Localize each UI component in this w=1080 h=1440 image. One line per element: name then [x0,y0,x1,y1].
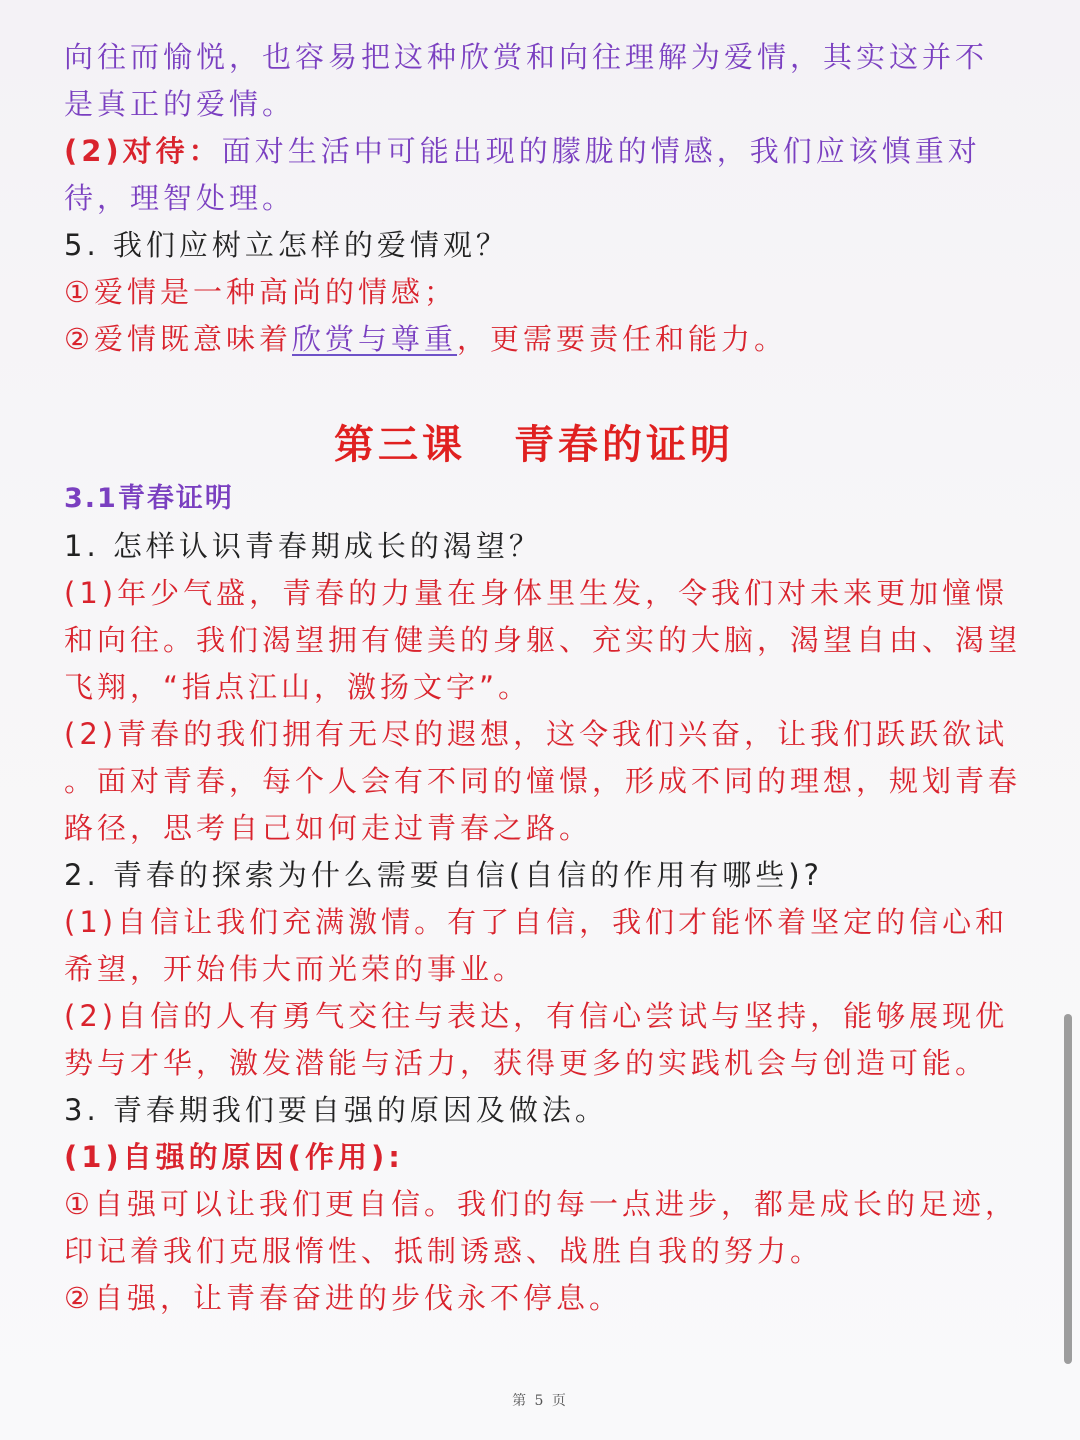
answer-line: 。面对青春，每个人会有不同的憧憬，形成不同的理想，规划青春 [64,764,1022,798]
answer-line: 希望，开始伟大而光荣的事业。 [64,952,527,986]
lesson-title: 第三课 青春的证明 [334,422,734,468]
document-page [64,34,1024,1322]
section-title: 3.1青春证明 [64,483,234,514]
answer-line: (1)年少气盛，青春的力量在身体里生发，令我们对未来更加憧憬 [64,576,1009,610]
question-1: 1. 怎样认识青春期成长的渴望？ [64,529,542,563]
answer-line: 印记着我们克服惰性、抵制诱惑、战胜自我的努力。 [64,1234,824,1268]
answer-line: (2)自信的人有勇气交往与表达，有信心尝试与坚持，能够展现优 [64,999,1009,1033]
answer-line: 飞翔，“指点江山，激扬文字”。 [64,670,532,704]
scrollbar-thumb[interactable] [1064,1014,1072,1364]
treat-text: 面对生活中可能出现的朦胧的情感，我们应该慎重对 [221,134,981,168]
answer-line: (1)自信让我们充满激情。有了自信，我们才能怀着坚定的信心和 [64,905,1009,939]
answer-line: ①自强可以让我们更自信。我们的每一点进步，都是成长的足迹， [64,1187,1018,1221]
page-number: 第 5 页 [512,1393,568,1409]
question-3: 3. 青春期我们要自强的原因及做法。 [64,1093,608,1127]
answer-line: (2)青春的我们拥有无尽的遐想，这令我们兴奋，让我们跃跃欲试 [64,717,1009,751]
underlined-phrase: 欣赏与尊重 [292,322,458,356]
treat-label: (2)对待： [64,134,222,168]
answer-5-2: ②爱情既意味着欣赏与尊重，更需要责任和能力。 [64,322,788,356]
answer-line: 势与才华，激发潜能与活力，获得更多的实践机会与创造可能。 [64,1046,989,1080]
answer-line: ②自强，让青春奋进的步伐永不停息。 [64,1281,622,1315]
question-2: 2. 青春的探索为什么需要自信(自信的作用有哪些)? [64,858,823,892]
question-5: 5. 我们应树立怎样的爱情观？ [64,228,509,262]
treat-line-1 [64,128,1024,175]
answer-5-1: ①爱情是一种高尚的情感； [64,275,457,309]
answer-line: 和向往。我们渴望拥有健美的身躯、充实的大脑，渴望自由、渴望 [64,623,1022,657]
text-line: 是真正的爱情。 [64,87,296,121]
subheading: (1)自强的原因(作用): [64,1140,404,1174]
treat-line-2: 待，理智处理。 [64,181,296,215]
text-line: 向往而愉悦，也容易把这种欣赏和向往理解为爱情，其实这并不 [64,40,989,74]
answer-line: 路径，思考自己如何走过青春之路。 [64,811,593,845]
